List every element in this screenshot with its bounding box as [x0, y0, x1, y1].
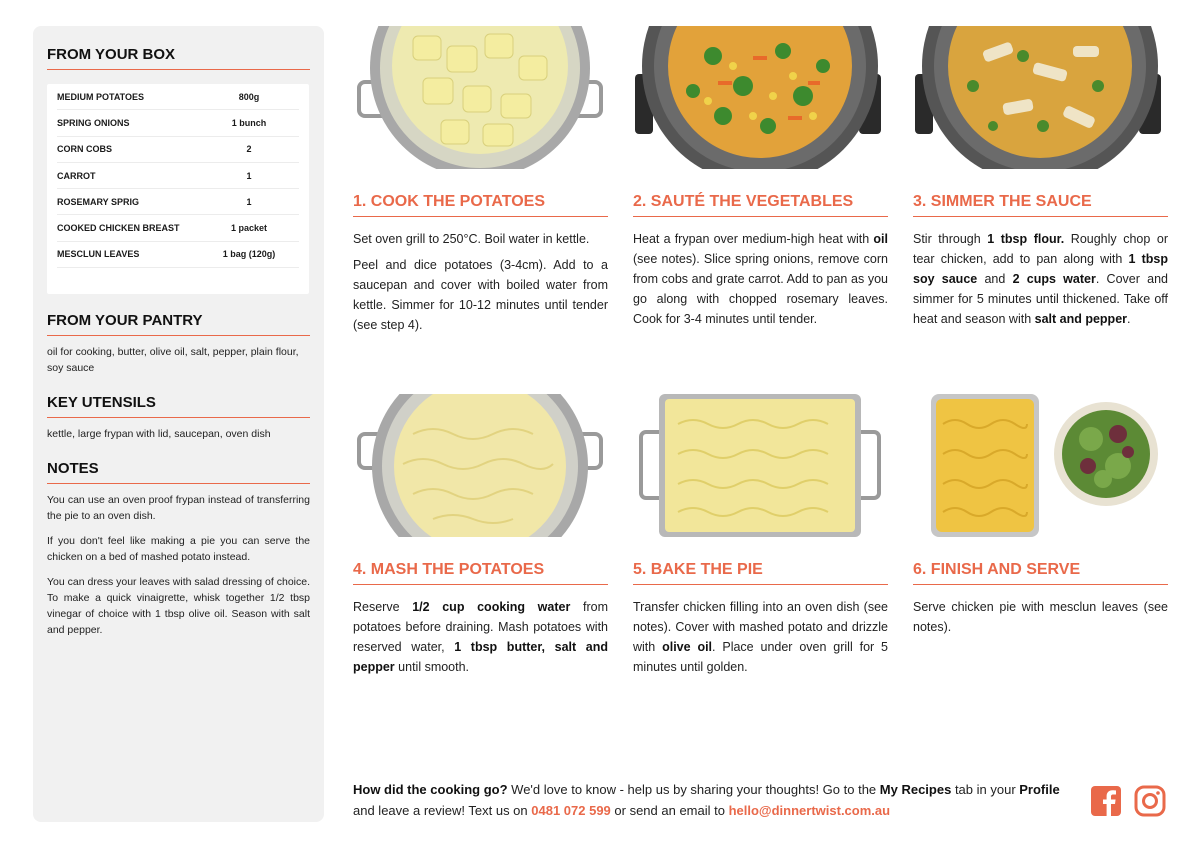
step-3-title: 3. SIMMER THE SAUCE: [913, 193, 1168, 217]
feedback-footer: How did the cooking go? We'd love to know - help us by sharing your thoughts! Go to the My Recipes tab in your Profile and leave a review! Text us on 0481 072 599 or send an email to hello@dinnertwist.com.au: [353, 782, 1060, 818]
notes-title: NOTES: [47, 460, 310, 484]
ingredient-name: CARROT: [57, 170, 96, 181]
instagram-icon[interactable]: [1134, 785, 1166, 817]
note-paragraph: You can use an oven proof frypan instead of transferring the pie to an oven dish.: [47, 494, 310, 522]
utensils-text: kettle, large frypan with lid, saucepan, oven dish: [47, 428, 271, 440]
note-paragraph: You can dress your leaves with salad dressing of choice. To make a quick vinaigrette, whisk together 1/2 tbsp vinegar of choice with 1 tbsp olive oil. Season with salt and pepper.: [47, 576, 310, 636]
step-5: [633, 394, 888, 677]
step-1-paragraph: Peel and dice potatoes (3-4cm). Add to a saucepan and cover with boiled water from kettle. Simmer for 10-12 minutes until tender (see step 4).: [353, 258, 608, 332]
pantry-title: FROM YOUR PANTRY: [47, 312, 310, 336]
box-title: FROM YOUR BOX: [47, 46, 310, 70]
step-5-paragraph: Transfer chicken filling into an oven dish (see notes). Cover with mashed potato and drizzle with olive oil. Place under oven grill for 5 minutes until golden.: [633, 600, 889, 674]
sidebar: [33, 26, 324, 822]
step-3: [913, 26, 1168, 329]
step-5-title: 5. BAKE THE PIE: [633, 561, 888, 585]
ingredient-qty: 800g: [238, 91, 260, 102]
step-2-title: 2. SAUTÉ THE VEGETABLES: [633, 193, 888, 217]
table-row: [57, 163, 299, 189]
utensils-title: KEY UTENSILS: [47, 394, 310, 418]
table-row: [57, 215, 299, 241]
ingredient-qty: 1 bag (120g): [222, 249, 276, 260]
step-6-photo: [913, 394, 1168, 537]
ingredient-name: ROSEMARY SPRIG: [57, 196, 140, 207]
profile-label: Profile: [1019, 782, 1060, 797]
step-4-photo: [353, 394, 608, 537]
step-5-photo: [633, 394, 888, 537]
ingredient-qty: 1: [246, 170, 252, 181]
step-6-title: 6. FINISH AND SERVE: [913, 561, 1168, 585]
phone-link[interactable]: 0481 072 599: [531, 803, 611, 818]
step-1: [353, 26, 608, 335]
step-6-paragraph: Serve chicken pie with mesclun leaves (see notes).: [913, 600, 1168, 634]
step-1-body: [353, 229, 608, 335]
step-3-paragraph: Stir through 1 tbsp flour. Roughly chop or tear chicken, add to pan along with 1 tbsp soy sauce and 2 cups water. Cover and simmer for 5 minutes until thickened. Take off heat and season with salt and pepper.: [913, 232, 1169, 326]
email-link[interactable]: hello@dinnertwist.com.au: [728, 803, 891, 818]
step-5-body: [633, 597, 888, 677]
ingredient-name: COOKED CHICKEN BREAST: [57, 223, 180, 234]
notes-section: [47, 460, 310, 638]
step-2-paragraph: Heat a frypan over medium-high heat with oil (see notes). Slice spring onions, remove corn from cobs and grate carrot. Add to pan as you go along with chopped rosemary leaves. Cook for 3-4 minutes until tender.: [633, 232, 888, 326]
step-3-photo: [913, 26, 1168, 169]
step-2-photo: [633, 26, 888, 169]
step-4: [353, 394, 608, 677]
step-4-title: 4. MASH THE POTATOES: [353, 561, 608, 585]
step-2: [633, 26, 888, 329]
step-6: [913, 394, 1168, 637]
step-4-paragraph: Reserve 1/2 cup cooking water from potatoes before draining. Mash potatoes with reserved water, 1 tbsp butter, salt and pepper until smooth.: [353, 600, 609, 674]
step-6-body: [913, 597, 1168, 637]
table-row: [57, 189, 299, 215]
step-3-body: [913, 229, 1168, 329]
step-1-paragraph: Set oven grill to 250°C. Boil water in kettle.: [353, 232, 590, 246]
table-row: [57, 137, 299, 163]
table-row: [57, 84, 299, 110]
ingredient-qty: 1 bunch: [231, 117, 267, 128]
utensils-section: [47, 394, 310, 442]
table-row: [57, 110, 299, 136]
note-paragraph: If you don't feel like making a pie you can serve the chicken on a bed of mashed potato instead.: [47, 535, 310, 563]
ingredient-qty: 1 packet: [230, 223, 268, 234]
footer-question: How did the cooking go?: [353, 782, 508, 797]
ingredient-name: MESCLUN LEAVES: [57, 249, 140, 260]
pantry-section: [47, 312, 310, 376]
pantry-text: oil for cooking, butter, olive oil, salt, pepper, plain flour, soy sauce: [47, 346, 299, 374]
ingredient-name: MEDIUM POTATOES: [57, 91, 145, 102]
ingredients-table: [47, 84, 309, 294]
ingredient-name: SPRING ONIONS: [57, 117, 130, 128]
my-recipes-label: My Recipes: [879, 782, 952, 797]
ingredient-name: CORN COBS: [57, 144, 113, 155]
ingredient-qty: 1: [246, 196, 252, 207]
table-row: [57, 242, 299, 268]
step-1-title: 1. COOK THE POTATOES: [353, 193, 608, 217]
ingredient-qty: 2: [246, 144, 252, 155]
facebook-icon[interactable]: [1090, 785, 1122, 817]
step-2-body: [633, 229, 888, 329]
step-1-photo: [353, 26, 608, 169]
step-4-body: [353, 597, 608, 677]
